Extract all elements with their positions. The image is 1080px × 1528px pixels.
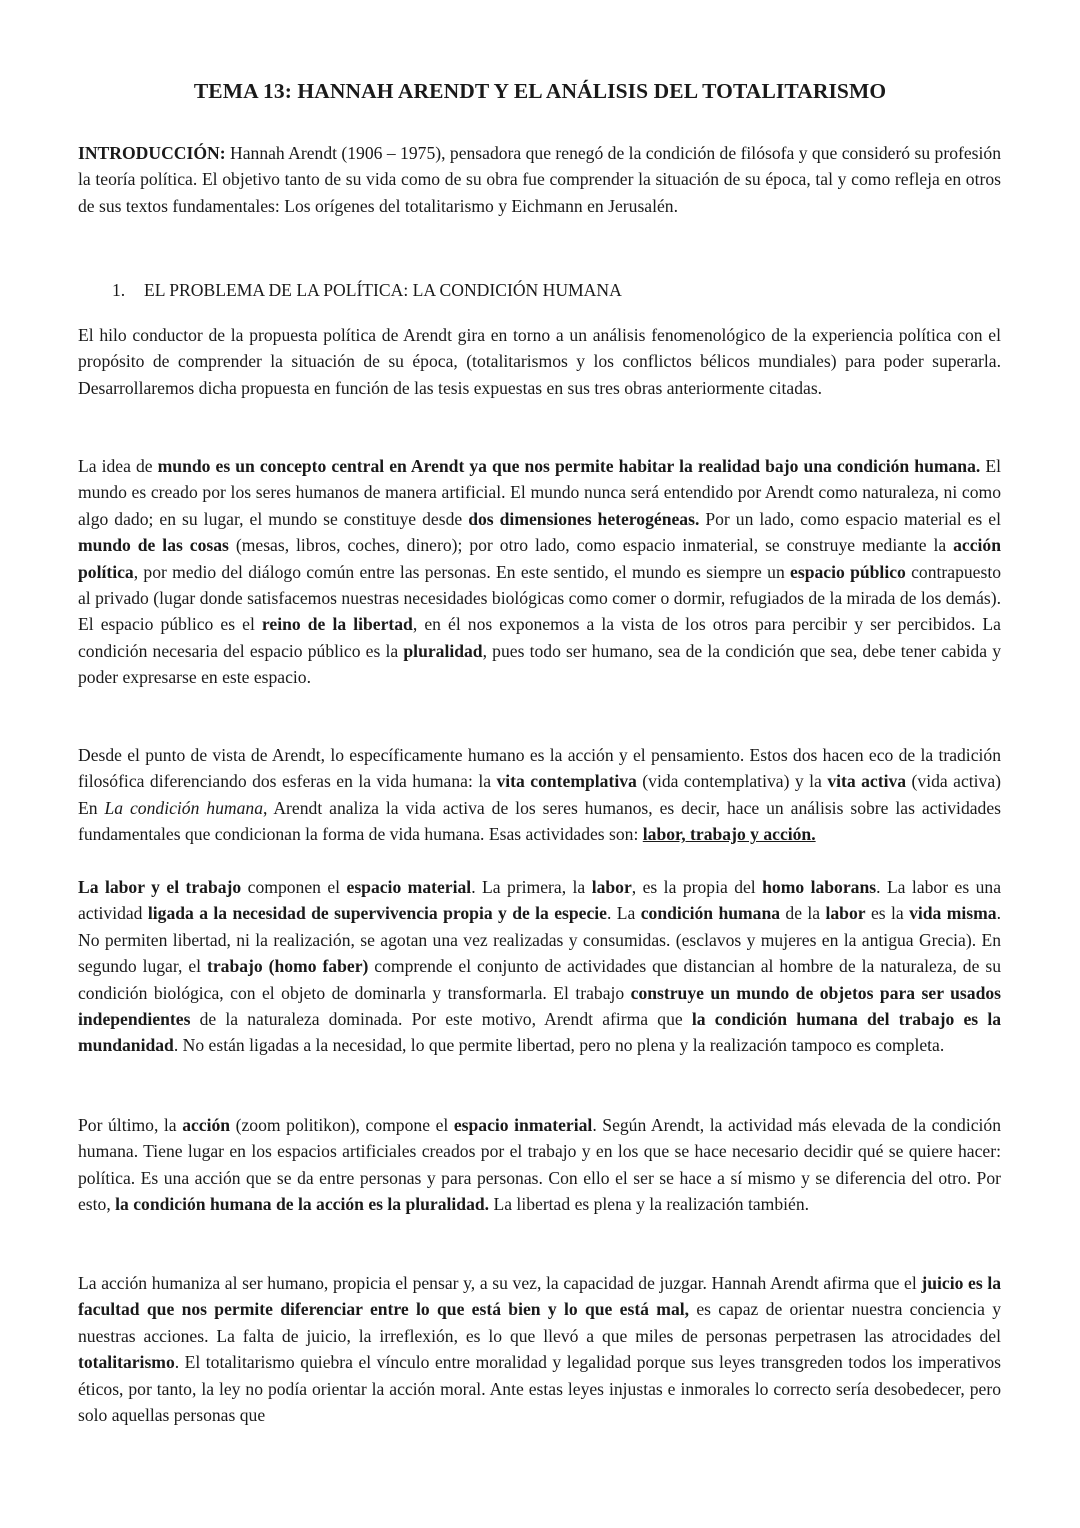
text-run: Por último, la (78, 1115, 183, 1135)
text-run: La idea de (78, 456, 158, 476)
paragraph-world-concept (78, 453, 1001, 691)
text-run: contrapuesto al privado (lugar donde satisfacemos nuestras necesidades biológicas como comer o dormir, refugiados de la mirada de los demás). El espacio público es el (78, 561, 1002, 635)
text-run: la condición humana de la acción es la pluralidad. (115, 1194, 490, 1215)
text-run: . No permiten libertad, ni la realización, se agotan una vez realizadas y consumidas. (esclavos y mujeres en la antigua Grecia). En segundo lugar, el (78, 903, 1001, 977)
text-run: , Arendt analiza la vida activa de los seres humanos, es decir, hace un análisis sobre las actividades fundamentales que condicionan la forma de vida humana. Esas actividades son: (78, 797, 1001, 845)
intro-paragraph (78, 140, 1001, 219)
text-run: de la (780, 903, 826, 924)
text-run: Desde el punto de vista de Arendt, lo específicamente humano es la acción y el pensamiento. Estos dos hacen eco de la tradición filosófica diferenciando dos esferas en la vida humana: la (78, 745, 1001, 792)
text-run: espacio material (346, 877, 472, 897)
text-run: , en él nos exponemos a la vista de los otros para percibir y ser percibidos. La condición necesaria del espacio público es la (78, 614, 1001, 661)
text-run: espacio inmaterial (453, 1115, 593, 1135)
document-title: TEMA 13: HANNAH ARENDT Y EL ANÁLISIS DEL TOTALITARISMO (193, 79, 887, 103)
text-run: La condición humana (104, 797, 263, 818)
text-run: La labor y el trabajo (78, 877, 242, 897)
text-run: (zoom politikon), compone el (230, 1115, 454, 1135)
text-run: vita contemplativa (496, 771, 637, 792)
text-run: acción política (78, 535, 1001, 582)
text-run: es la (865, 903, 910, 924)
text-run: . La (607, 903, 641, 924)
text-run: . No están ligadas a la necesidad, lo que permite libertad, pero no plena y la realización tampoco es completa. (173, 1035, 945, 1056)
text-run: ligada a la necesidad de supervivencia propia y de la especie (147, 903, 607, 924)
text-run: labor (591, 877, 632, 897)
text-run: totalitarismo (78, 1352, 175, 1373)
paragraph-political-thread (78, 322, 1001, 401)
text-run: (mesas, libros, coches, dinero); por otro lado, como espacio inmaterial, se construye mediante la (228, 535, 954, 556)
text-run: La acción humaniza al ser humano, propicia el pensar y, a su vez, la capacidad de juzgar. Hannah Arendt afirma que el (78, 1273, 922, 1293)
text-run: vita activa (827, 771, 907, 792)
text-run: la condición humana del trabajo es la mundanidad (78, 1009, 1002, 1056)
text-run: juicio es la facultad que nos permite diferenciar entre lo que está bien y lo que está mal, (78, 1273, 1001, 1320)
text-run: es capaz de orientar nuestra conciencia y nuestras acciones. La falta de juicio, la irreflexión, es lo que llevó a que miles de personas perpetrasen las atrocidades del (78, 1299, 1001, 1346)
text-run: La libertad es plena y la realización también. (489, 1194, 810, 1215)
text-run: El mundo es creado por los seres humanos de manera artificial. El mundo nunca será entendido por Arendt como naturaleza, ni como algo dado; en su lugar, el mundo se constituye desde (78, 456, 1001, 529)
text-run: reino de la libertad (261, 614, 413, 635)
text-run: El hilo conductor de la propuesta política de Arendt gira en torno a un análisis fenomenológico de la experiencia política con el propósito de comprender la situación de su época, (totalitarismos y los conflictos bélicos mundiales) para poder superarla. Desarrollaremos dicha propuesta en función de las tesis expuestas en sus tres obras anteriormente citadas. (78, 325, 1001, 398)
paragraph-labor-trabajo (78, 874, 1001, 1059)
paragraph-juicio (78, 1270, 1001, 1428)
text-run: construye un mundo de objetos para ser usados independientes (78, 982, 1001, 1030)
text-run: labor (825, 903, 866, 924)
text-run: , es la propia del (631, 877, 763, 897)
text-run: dos dimensiones heterogéneas. (468, 508, 700, 529)
text-run: . Según Arendt, la actividad más elevada de la condición humana. Tiene lugar en los espacios artificiales creados por el trabajo y en los que se hace necesario decidir qué se quiere hacer: política. Es una acción que se da entre personas y para personas. Con ello el ser se hace a sí mismo y se diferencia del otro. Por esto, (78, 1115, 1002, 1215)
paragraph-vita-activa (78, 742, 1001, 848)
text-run: trabajo (homo faber) (206, 956, 369, 977)
text-run: INTRODUCCIÓN: (78, 143, 226, 163)
text-run: acción (182, 1115, 231, 1135)
text-run: , por medio del diálogo común entre las personas. En este sentido, el mundo es siempre un (133, 561, 791, 582)
text-run: Por un lado, como espacio material es el (699, 508, 1001, 529)
text-run: vida misma (909, 903, 997, 924)
text-run: pluralidad (403, 640, 483, 661)
text-run: condición humana (640, 903, 781, 924)
section-heading (112, 277, 992, 303)
section-title: EL PROBLEMA DE LA POLÍTICA: LA CONDICIÓN HUMANA (144, 280, 622, 300)
text-run: mundo es un concepto central en Arendt ya que nos permite habitar la realidad bajo una condición humana. (157, 456, 981, 476)
text-run: mundo de las cosas (78, 535, 229, 556)
text-run: , pues todo ser humano, sea de la condición que sea, debe tener cabida y poder expresarse en este espacio. (78, 640, 1002, 688)
section-number: 1. (112, 280, 126, 300)
text-run: espacio público (790, 561, 906, 582)
text-run: . La primera, la (471, 877, 592, 897)
text-run: (vida contemplativa) y la (636, 771, 828, 792)
text-run: . La labor es una actividad (78, 877, 1002, 924)
paragraph-accion (78, 1112, 1001, 1218)
text-run: Hannah Arendt (1906 – 1975), pensadora que renegó de la condición de filósofa y que consideró su profesión la teoría política. El objetivo tanto de su vida como de su obra fue comprender la situación de su época, tal y como refleja en otros de sus textos fundamentales: Los orígenes del totalitarismo y Eichmann en Jerusalén. (78, 143, 1001, 216)
text-run: (vida activa) En (78, 771, 1002, 818)
text-run: homo laborans (762, 877, 877, 897)
text-run: de la naturaleza dominada. Por este motivo, Arendt afirma que (190, 1009, 692, 1030)
text-run: labor, trabajo y acción. (642, 824, 816, 845)
text-run: comprende el conjunto de actividades que distancian al hombre de la naturaleza, de su condición biológica, con el objeto de dominarla y transformarla. El trabajo (78, 956, 1001, 1003)
text-run: . El totalitarismo quiebra el vínculo entre moralidad y legalidad porque sus leyes transgreden todos los imperativos éticos, por tanto, la ley no podía orientar la acción moral. Ante estas leyes injustas e inmorales lo correcto sería desobedecer, pero solo aquellas personas que (78, 1352, 1001, 1426)
text-run: componen el (241, 877, 347, 897)
